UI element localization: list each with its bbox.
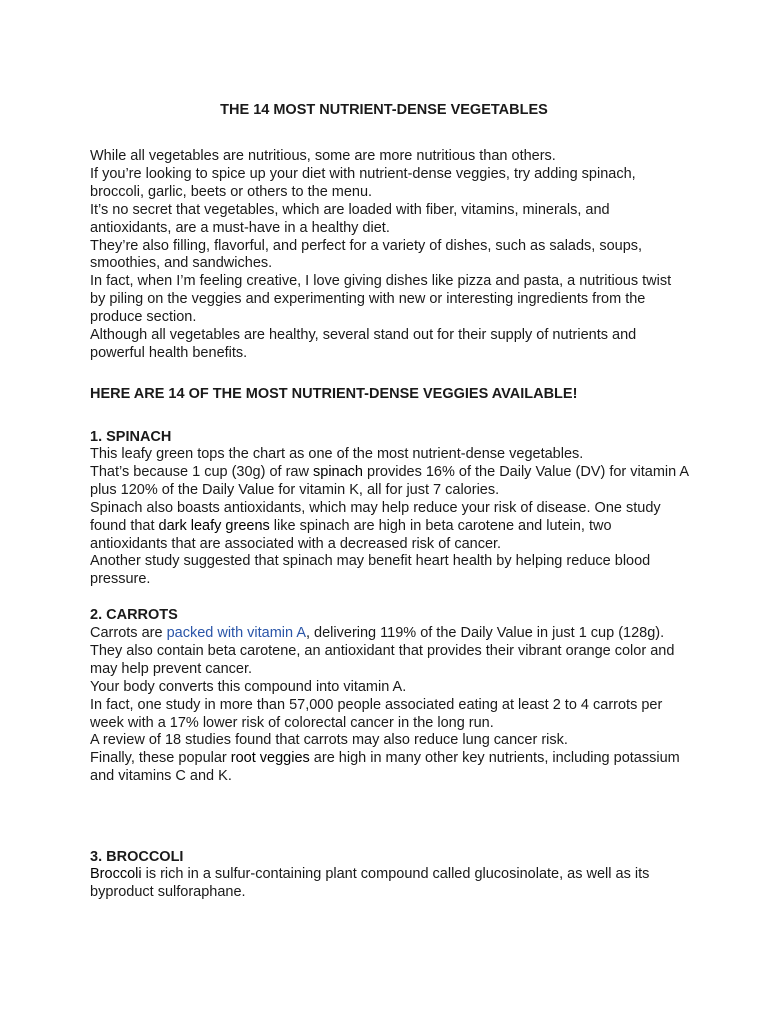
intro-paragraph: If you’re looking to spice up your diet with nutrient-dense veggies, try adding spinach, broccoli, garlic, beets or others to the menu. <box>90 165 636 200</box>
section-heading-carrots: 2. CARROTS <box>90 607 178 623</box>
intro-paragraph: While all vegetables are nutritious, some are more nutritious than others. <box>90 148 556 164</box>
veggies-subheading: HERE ARE 14 OF THE MOST NUTRIENT-DENSE VEGGIES AVAILABLE! <box>90 386 578 402</box>
broccoli-section <box>90 866 690 902</box>
broccoli-paragraph <box>90 866 690 902</box>
carrots-paragraph <box>90 625 690 643</box>
text-span: Spinach also boasts antioxidants, which may help reduce your risk of disease. One study found that <box>90 499 661 534</box>
carrots-paragraph: They also contain beta carotene, an antioxidant that provides their vibrant orange color and may help prevent cancer. <box>90 642 675 677</box>
intro-paragraph: They’re also filling, flavorful, and perfect for a variety of dishes, such as salads, soups, smoothies, and sandwiches. <box>90 237 643 272</box>
spinach-paragraph <box>90 464 690 500</box>
page-title: THE 14 MOST NUTRIENT-DENSE VEGETABLES <box>220 102 548 118</box>
text-span: Finally, these popular <box>90 750 231 767</box>
spinach-paragraph <box>90 500 690 554</box>
text-span: Carrots are <box>90 625 167 641</box>
text-span: like spinach are high in beta carotene and lutein, two antioxidants that are associated with a decreased risk of cancer. <box>90 517 612 552</box>
spinach-section <box>90 446 690 589</box>
carrots-section <box>90 625 690 786</box>
text-span: That’s because 1 cup (30g) of raw <box>90 463 313 480</box>
spinach-paragraph: This leafy green tops the chart as one of the most nutrient-dense vegetables. <box>90 446 584 462</box>
carrots-paragraph: A review of 18 studies found that carrots may also reduce lung cancer risk. <box>90 732 568 749</box>
dark-leafy-greens-term: dark leafy greens <box>158 517 270 534</box>
root-veggies-term: root veggies <box>230 750 310 767</box>
section-heading-broccoli: 3. BROCCOLI <box>90 849 184 865</box>
text-span: , delivering 119% of the Daily Value in just 1 cup (128g). <box>306 625 665 641</box>
spinach-paragraph: Another study suggested that spinach may benefit heart health by helping reduce blood pressure. <box>90 553 651 588</box>
intro-paragraph: In fact, when I’m feeling creative, I love giving dishes like pizza and pasta, a nutritious twist by piling on the veggies and experimenting with new or interesting ingredients from the produce section. <box>90 273 672 326</box>
text-span: is rich in a sulfur-containing plant compound called glucosinolate, as well as its byproduct sulforaphane. <box>90 866 650 900</box>
text-span: are high in many other key nutrients, including potassium and vitamins C and K. <box>90 750 680 785</box>
intro-paragraph: It’s no secret that vegetables, which are loaded with fiber, vitamins, minerals, and antioxidants, are a must-have in a healthy diet. <box>90 201 610 236</box>
intro-section <box>90 148 690 363</box>
carrots-paragraph <box>90 750 690 786</box>
text-span: provides 16% of the Daily Value (DV) for vitamin A plus 120% of the Daily Value for vitamin K, all for just 7 calories. <box>90 463 689 498</box>
broccoli-term: Broccoli <box>90 866 142 882</box>
intro-paragraph: Although all vegetables are healthy, several stand out for their supply of nutrients and powerful health benefits. <box>90 327 637 361</box>
carrots-paragraph: Your body converts this compound into vitamin A. <box>90 678 407 695</box>
carrots-paragraph: In fact, one study in more than 57,000 people associated eating at least 2 to 4 carrots per week with a 17% lower risk of colorectal cancer in the long run. <box>90 696 663 731</box>
section-heading-spinach: 1. SPINACH <box>90 429 172 445</box>
spinach-term: spinach <box>313 463 363 480</box>
vitamin-a-link[interactable]: packed with vitamin A <box>166 625 306 641</box>
